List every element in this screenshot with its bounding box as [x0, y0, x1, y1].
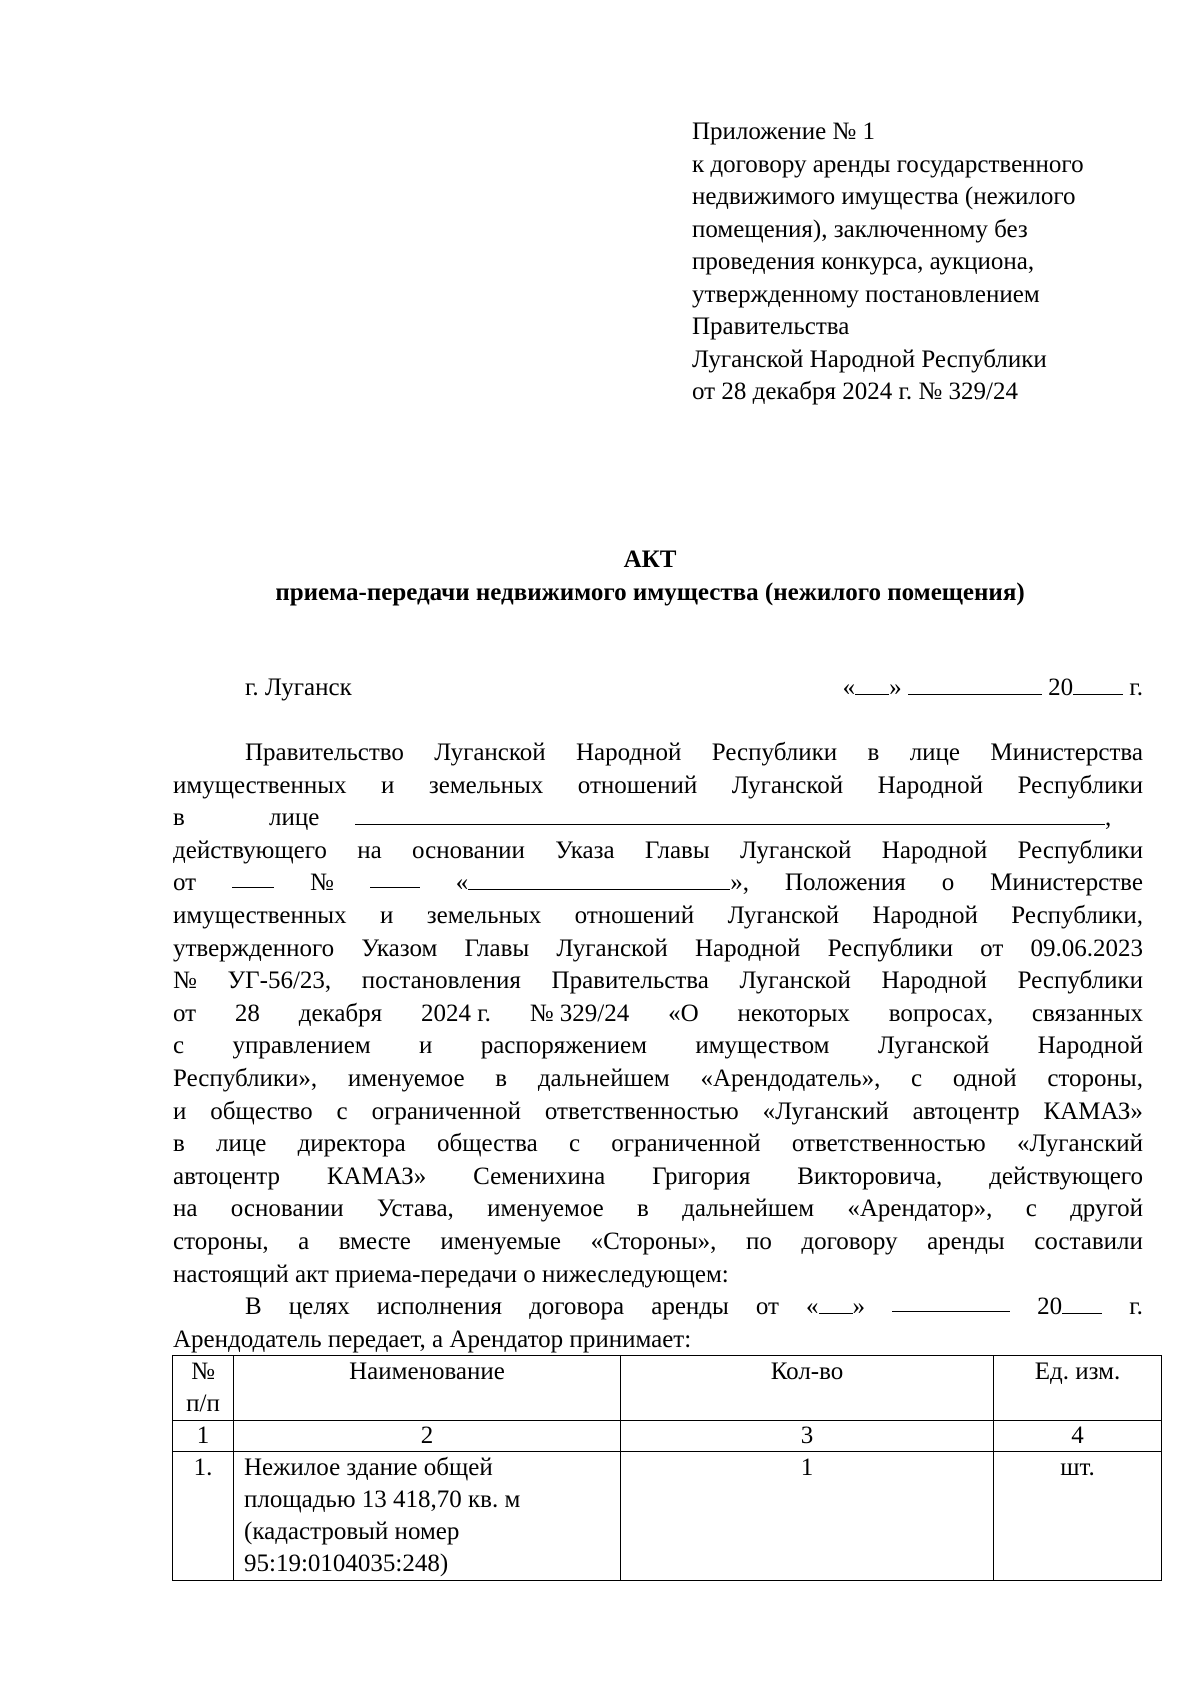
word: Указом — [361, 934, 438, 962]
header-number — [173, 1356, 234, 1421]
decree-date-blank — [232, 867, 274, 888]
word: отношений — [577, 771, 698, 799]
word: с — [568, 1130, 581, 1158]
appendix-line: утвержденному постановлением — [692, 280, 1040, 308]
word: Народной — [576, 739, 682, 766]
word: от — [173, 999, 197, 1027]
word: «Стороны», — [590, 1227, 717, 1255]
word: Народной — [877, 771, 984, 799]
word: Республики, — [1011, 901, 1143, 929]
word: директора — [297, 1130, 406, 1158]
column-number: 3 — [621, 1421, 994, 1452]
body-line-6 — [173, 900, 1143, 933]
word: 20 — [1037, 1293, 1063, 1321]
word: «О — [668, 999, 699, 1027]
word: и — [418, 1032, 433, 1060]
appendix-line: от 28 декабря 2024 г. № 329/24 — [692, 378, 1018, 405]
day-blank — [855, 674, 889, 695]
word: общества — [436, 1130, 538, 1158]
word: « — [455, 869, 469, 897]
word: Министерства — [990, 739, 1143, 766]
word: вместе — [338, 1227, 411, 1255]
word: Республики — [1017, 967, 1143, 995]
word: Главы — [644, 836, 710, 864]
word: с — [336, 1097, 348, 1125]
word: , — [1105, 804, 1112, 832]
word: «Арендатор», — [847, 1195, 993, 1223]
word: Луганской — [740, 836, 852, 864]
word: № — [309, 869, 334, 897]
word: в — [173, 804, 185, 832]
word: с — [911, 1064, 923, 1092]
representative-blank — [355, 802, 1105, 825]
word: Семенихина — [473, 1162, 606, 1190]
word: Луганской — [739, 967, 851, 995]
row-name — [234, 1452, 621, 1581]
body-line-10 — [173, 1030, 1143, 1063]
body-line-18 — [173, 1291, 1143, 1324]
decree-title-field — [456, 867, 749, 900]
word: Народной — [881, 967, 987, 995]
decree-number-blank — [370, 867, 420, 888]
word: Луганской — [434, 739, 546, 766]
word: декабря — [298, 999, 383, 1027]
row-unit: шт. — [994, 1452, 1162, 1581]
word: земельных — [428, 771, 544, 799]
word: и — [173, 1097, 187, 1125]
word: на — [357, 836, 382, 864]
word: стороны, — [1047, 1064, 1143, 1092]
appendix-line: проведения конкурса, аукциона, — [692, 248, 1035, 275]
word: с — [173, 1032, 185, 1060]
body-line-11 — [173, 1063, 1143, 1096]
document-title — [0, 543, 1200, 609]
column-number: 2 — [234, 1421, 621, 1452]
word: договору — [801, 1227, 898, 1255]
word: 2024 г. — [420, 999, 491, 1027]
word: Положения — [784, 869, 906, 897]
body-line-19 — [173, 1324, 1143, 1357]
body-line-16 — [173, 1226, 1143, 1259]
word: автоцентр — [912, 1097, 1020, 1125]
word: Луганской — [556, 934, 668, 962]
body-line-15 — [173, 1193, 1143, 1226]
body-line-9 — [173, 998, 1143, 1031]
body-line-7 — [173, 933, 1143, 966]
decree-title-blank — [468, 869, 730, 890]
row-number: 1. — [173, 1452, 234, 1581]
title-line-1: АКТ — [623, 546, 677, 573]
word: в — [867, 739, 880, 766]
row-name-line: Нежилое здание общей — [244, 1454, 493, 1481]
body-line-8 — [173, 965, 1143, 998]
body-line-3 — [173, 802, 1143, 835]
word: Народной — [694, 934, 801, 962]
appendix-line: Луганской Народной Республики — [692, 345, 1047, 373]
word: по — [745, 1227, 772, 1255]
word: Григория — [652, 1162, 751, 1190]
column-number-row — [173, 1421, 1162, 1452]
appendix-line: к договору аренды государственного — [692, 150, 1084, 178]
word: Народной — [881, 836, 988, 864]
contract-month-blank — [892, 1291, 1010, 1312]
word: Луганской — [731, 771, 844, 799]
row-name-line: площадью 13 418,70 кв. м — [244, 1486, 521, 1513]
word: другой — [1070, 1195, 1143, 1223]
contract-day-blank — [819, 1293, 853, 1314]
word: от — [755, 1293, 779, 1321]
word: Республики — [1017, 771, 1143, 799]
word: «Арендодатель», — [700, 1064, 881, 1092]
date-open-quote: « — [842, 674, 856, 701]
word: на — [173, 1195, 198, 1223]
word: и — [380, 771, 395, 799]
word: Республики — [1017, 836, 1143, 864]
body-line-13 — [173, 1128, 1143, 1161]
word: « — [806, 1293, 819, 1321]
body-line-14 — [173, 1161, 1143, 1194]
word: Устава, — [376, 1195, 454, 1223]
year-prefix: 20 — [1048, 674, 1074, 701]
word: стороны, — [173, 1227, 269, 1255]
word: составили — [1034, 1227, 1143, 1255]
word: целях — [288, 1293, 350, 1321]
month-blank — [908, 674, 1042, 695]
word: УГ-56/23, — [227, 967, 332, 995]
contract-year-field — [1037, 1291, 1102, 1324]
city-date-row — [245, 674, 1143, 708]
word: КАМАЗ» — [1043, 1097, 1143, 1125]
word: некоторых — [737, 999, 850, 1027]
date-suffix: г. — [1129, 674, 1143, 701]
word: связанных — [1031, 999, 1143, 1027]
word: именуемые — [440, 1227, 562, 1255]
word: «Луганский — [762, 1097, 889, 1125]
column-number: 4 — [994, 1421, 1162, 1452]
word: 09.06.2023 — [1030, 934, 1143, 962]
items-table — [172, 1355, 1162, 1581]
table-header-row — [173, 1356, 1162, 1421]
appendix-line: недвижимого имущества (нежилого — [692, 183, 1076, 210]
word: аренды — [927, 1227, 1005, 1255]
word: и — [379, 901, 394, 929]
row-name-line: (кадастровый номер — [244, 1518, 460, 1545]
word: № — [173, 967, 197, 995]
table-intro: Арендодатель передает, а Арендатор принимает: — [173, 1325, 692, 1353]
word: КАМАЗ» — [326, 1162, 427, 1190]
paragraph-end: настоящий акт приема-передачи о нижеследующем: — [173, 1260, 729, 1288]
contract-year-blank — [1062, 1293, 1102, 1314]
word: «Луганский — [1016, 1130, 1143, 1158]
word: в — [495, 1064, 508, 1092]
word: Луганской — [727, 901, 839, 929]
word: от — [980, 934, 1004, 962]
appendix-line: Приложение № 1 — [692, 118, 876, 145]
city-label: г. Луганск — [245, 674, 352, 701]
word: лице — [216, 1130, 267, 1158]
body-line-1 — [173, 737, 1143, 770]
word: Народной — [872, 901, 978, 929]
header-name: Наименование — [234, 1356, 621, 1421]
title-line-2: приема-передачи недвижимого имущества (нежилого помещения) — [275, 579, 1025, 606]
contract-day-field — [806, 1291, 865, 1324]
body-line-2 — [173, 770, 1143, 803]
word: утвержденного — [173, 934, 335, 962]
word: Главы — [464, 934, 530, 962]
word: действующего — [989, 1162, 1143, 1190]
word: от — [173, 869, 197, 897]
word: » — [852, 1293, 866, 1321]
body-line-17 — [173, 1259, 1143, 1292]
word: ответственностью — [544, 1097, 739, 1125]
table-row — [173, 1452, 1162, 1581]
word: земельных — [426, 901, 542, 929]
row-name-line: 95:19:0104035:248) — [244, 1550, 449, 1577]
word: имущественных — [173, 901, 347, 929]
word: в — [637, 1195, 649, 1223]
word: основании — [412, 836, 525, 864]
appendix-line: помещения), заключенному без — [692, 215, 1028, 243]
word: с — [1025, 1195, 1037, 1223]
word: », — [730, 869, 749, 897]
word: отношений — [574, 901, 695, 929]
word: о — [941, 869, 955, 897]
word: а — [298, 1227, 310, 1255]
word: 28 — [234, 999, 260, 1027]
word: основании — [230, 1195, 344, 1223]
word: исполнения — [376, 1293, 502, 1321]
word: Республики — [827, 934, 953, 962]
word: г. — [1129, 1293, 1143, 1321]
body-line-5 — [173, 867, 1143, 900]
word: имущественных — [173, 771, 347, 799]
date-field — [843, 674, 1143, 702]
word: Указа — [555, 836, 615, 864]
word: лице — [909, 739, 961, 766]
word: Министерстве — [990, 869, 1143, 897]
word: Народной — [1037, 1032, 1143, 1060]
word: в — [173, 1130, 185, 1158]
column-number: 1 — [173, 1421, 234, 1452]
word: действующего — [173, 836, 327, 864]
word: дальнейшем — [682, 1195, 815, 1223]
appendix-line: Правительства — [692, 313, 850, 340]
word: именуемое — [347, 1064, 465, 1092]
header-unit: Ед. изм. — [994, 1356, 1162, 1421]
word: В — [245, 1293, 262, 1321]
word: автоцентр — [173, 1162, 280, 1190]
word: постановления — [361, 967, 521, 995]
word: договора — [529, 1293, 625, 1321]
word: ответственностью — [791, 1130, 986, 1158]
word: Правительства — [551, 967, 709, 995]
word: имуществом — [695, 1032, 830, 1060]
word: аренды — [651, 1293, 729, 1321]
word: Луганской — [877, 1032, 990, 1060]
word: ограниченной — [371, 1097, 521, 1125]
word: № 329/24 — [529, 999, 630, 1027]
word: именуемое — [487, 1195, 604, 1223]
body-line-12 — [173, 1096, 1143, 1129]
word: управлением — [232, 1032, 371, 1060]
word: распоряжением — [480, 1032, 647, 1060]
body-text — [173, 737, 1143, 1356]
word: Республики», — [173, 1064, 318, 1092]
year-blank — [1073, 674, 1123, 695]
word: вопросах, — [888, 999, 994, 1027]
header-quantity: Кол-во — [621, 1356, 994, 1421]
word: дальнейшем — [537, 1064, 670, 1092]
header-number-line-1: № — [191, 1358, 215, 1385]
word: лице — [269, 804, 320, 832]
word: общество — [210, 1097, 313, 1125]
header-number-line-2: п/п — [186, 1390, 220, 1417]
body-line-4 — [173, 835, 1143, 868]
date-close-quote: » — [889, 674, 902, 701]
word: Правительство — [245, 739, 404, 766]
word: ограниченной — [611, 1130, 761, 1158]
word: Республики — [711, 739, 838, 766]
appendix-header — [692, 116, 1162, 409]
word: Викторовича, — [797, 1162, 943, 1190]
word: одной — [952, 1064, 1017, 1092]
row-quantity: 1 — [621, 1452, 994, 1581]
